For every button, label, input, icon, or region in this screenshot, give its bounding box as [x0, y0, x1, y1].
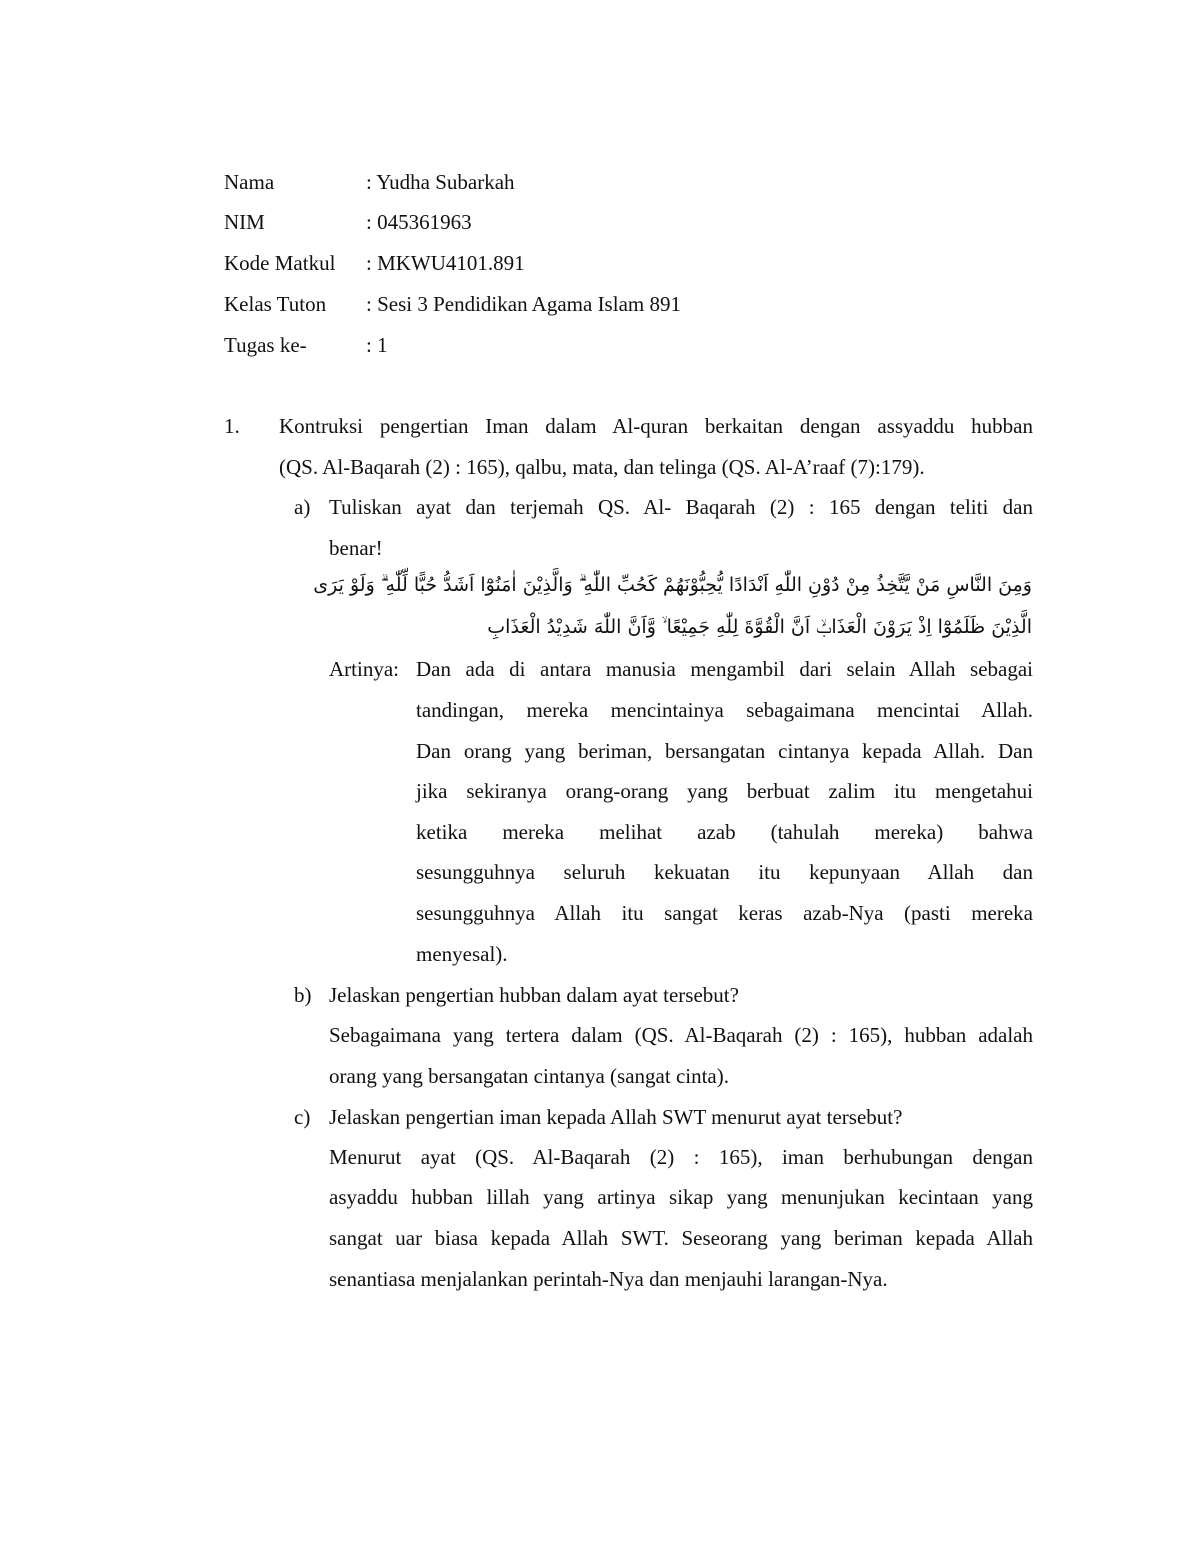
subquestion-text-line: Tuliskan ayat dan terjemah QS. Al- Baqarah (2) : 165 dengan teliti dan [329, 495, 1033, 519]
question-text-line: Kontruksi pengertian Iman dalam Al-quran berkaitan dengan assyaddu hubban [279, 414, 1033, 438]
translation-line: sesungguhnya Allah itu sangat keras azab-Nya (pasti mereka [416, 901, 1033, 925]
subquestion-text-line: Jelaskan pengertian hubban dalam ayat tersebut? [329, 983, 739, 1007]
subquestion-marker: c) [294, 1105, 311, 1129]
translation-line: menyesal). [416, 942, 508, 966]
artinya-label: Artinya: [329, 657, 399, 681]
translation-line: tandingan, mereka mencintainya sebagaimana mencintai Allah. [416, 698, 1033, 722]
info-label: Tugas ke- [224, 333, 307, 357]
question-number: 1. [224, 414, 240, 438]
subquestion-marker: b) [294, 983, 312, 1007]
translation-line: sesungguhnya seluruh kekuatan itu kepunyaan Allah dan [416, 860, 1033, 884]
translation-line: Dan ada di antara manusia mengambil dari selain Allah sebagai [416, 657, 1033, 681]
answer-line: senantiasa menjalankan perintah-Nya dan menjauhi larangan-Nya. [329, 1267, 888, 1291]
info-label: NIM [224, 210, 265, 234]
translation-line: jika sekiranya orang-orang yang berbuat zalim itu mengetahui [416, 779, 1033, 803]
question-text-line: (QS. Al-Baqarah (2) : 165), qalbu, mata, dan telinga (QS. Al-A’raaf (7):179). [279, 455, 925, 479]
subquestion-marker: a) [294, 495, 311, 519]
info-value: : 1 [366, 333, 388, 357]
info-value: : Sesi 3 Pendidikan Agama Islam 891 [366, 292, 681, 316]
translation-line: ketika mereka melihat azab (tahulah mereka) bahwa [416, 820, 1033, 844]
answer-line: Menurut ayat (QS. Al-Baqarah (2) : 165), iman berhubungan dengan [329, 1145, 1033, 1169]
translation-line: Dan orang yang beriman, bersangatan cintanya kepada Allah. Dan [416, 739, 1033, 763]
arabic-verse-line: الَّذِيْنَ ظَلَمُوْٓا اِذْ يَرَوْنَ الْعَذَابَۙ اَنَّ الْقُوَّةَ لِلّٰهِ جَمِيْعًا ۙ وَّاَنَّ اللّٰهَ شَدِيْدُ الْعَذَابِ [487, 616, 1032, 638]
answer-line: asyaddu hubban lillah yang artinya sikap yang menunjukan kecintaan yang [329, 1185, 1033, 1209]
subquestion-text-line: Jelaskan pengertian iman kepada Allah SWT menurut ayat tersebut? [329, 1105, 903, 1129]
info-label: Kode Matkul [224, 251, 336, 275]
info-label: Nama [224, 170, 275, 194]
answer-line: orang yang bersangatan cintanya (sangat cinta). [329, 1064, 729, 1088]
arabic-verse-line: وَمِنَ النَّاسِ مَنْ يَّتَّخِذُ مِنْ دُوْنِ اللّٰهِ اَنْدَادًا يُّحِبُّوْنَهُمْ كَحُبِّ اللّٰهِ ۗ وَالَّذِيْنَ اٰمَنُوْٓا اَشَدُّ حُبًّا لِّلّٰهِ ۗ وَلَوْ يَرَى [313, 574, 1032, 596]
subquestion-text-line: benar! [329, 536, 383, 560]
info-label: Kelas Tuton [224, 292, 327, 316]
info-value: : Yudha Subarkah [366, 170, 515, 194]
info-value: : MKWU4101.891 [366, 251, 525, 275]
info-value: : 045361963 [366, 210, 472, 234]
answer-line: sangat uar biasa kepada Allah SWT. Seseorang yang beriman kepada Allah [329, 1226, 1033, 1250]
answer-line: Sebagaimana yang tertera dalam (QS. Al-Baqarah (2) : 165), hubban adalah [329, 1023, 1033, 1047]
